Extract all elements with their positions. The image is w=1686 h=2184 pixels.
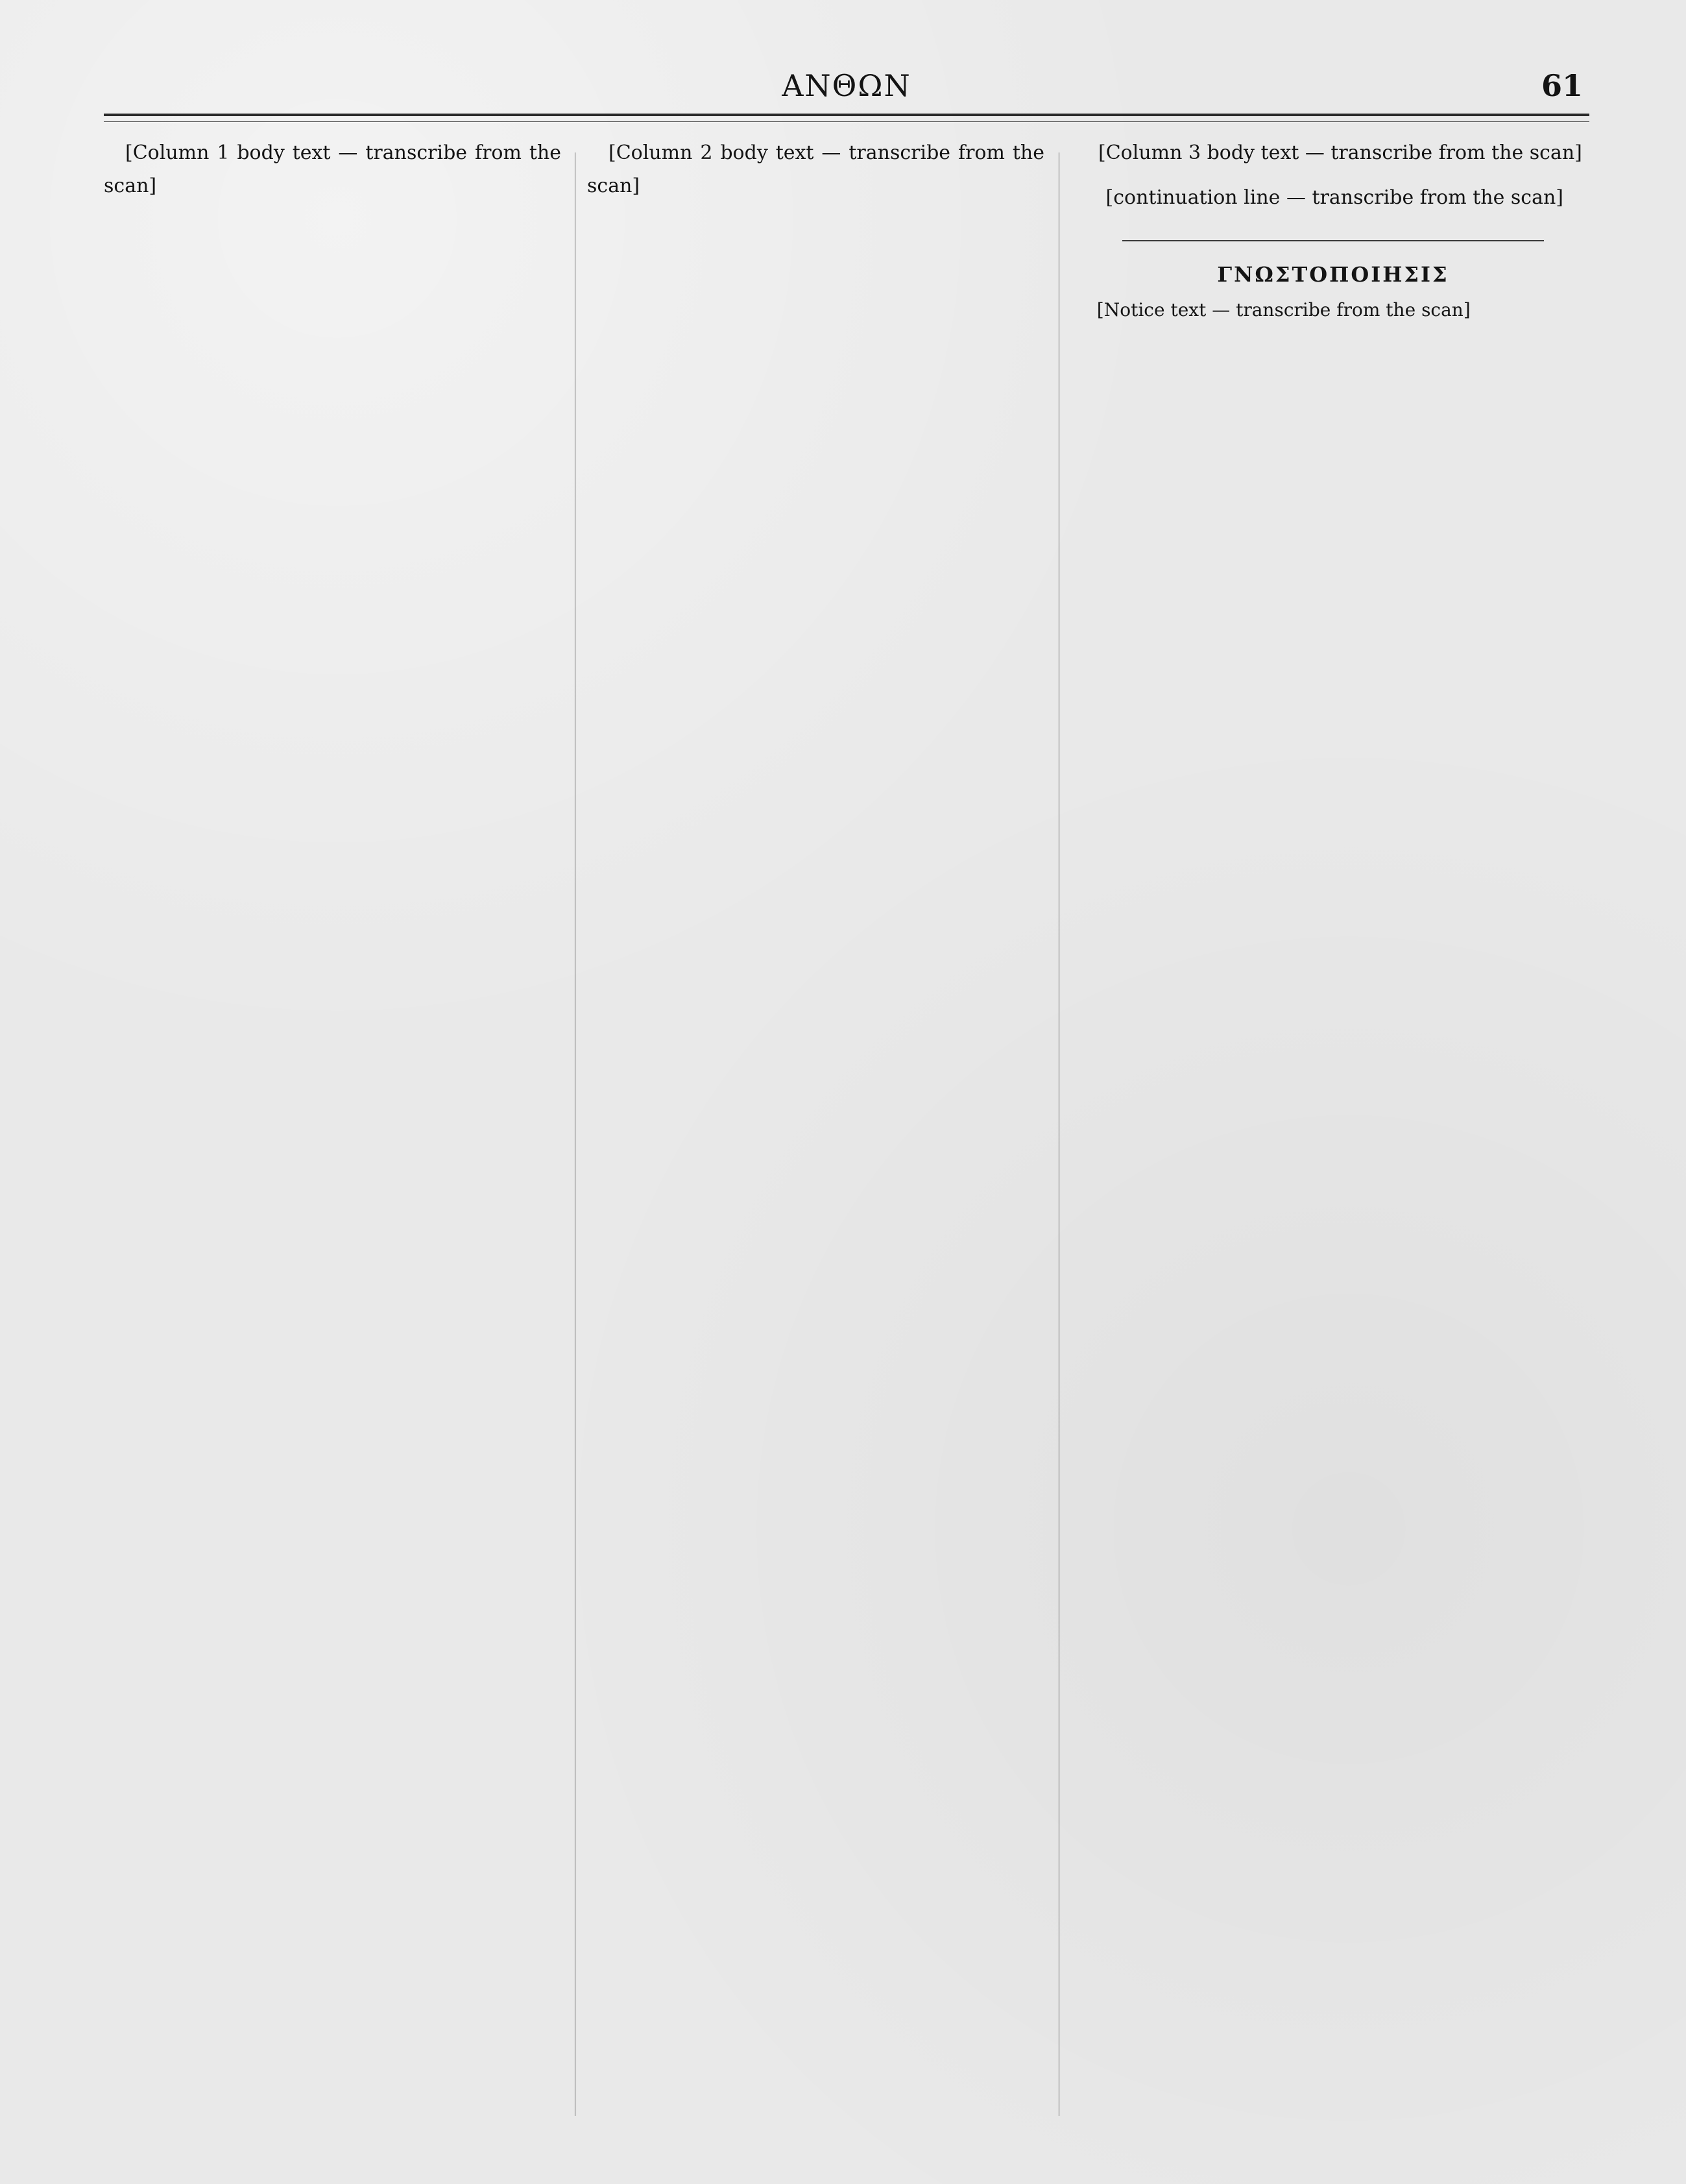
text-column-1 <box>104 136 561 2122</box>
header-rule <box>104 114 1589 116</box>
page-number: 61 <box>1541 68 1583 103</box>
paragraph: [Column 2 body text — transcribe from the scan] <box>587 141 1044 197</box>
notice-text: [Notice text — transcribe from the scan] <box>1096 299 1471 321</box>
continued-note: [continuation line — transcribe from the scan] <box>1105 186 1563 209</box>
header-subrule <box>104 121 1589 122</box>
text-column-2 <box>587 136 1044 2122</box>
masthead-title: ΑΝΘΩΝ <box>782 68 911 103</box>
notice-title: ΓΝΩΣΤΟΠΟΙΗΣΙΣ <box>1217 262 1449 287</box>
notice-separator <box>1122 240 1544 241</box>
paragraph: [Column 3 body text — transcribe from the scan] <box>1098 141 1582 164</box>
page-header <box>104 62 1589 133</box>
paragraph: [Column 1 body text — transcribe from the scan] <box>104 141 561 197</box>
text-column-3 <box>1077 136 1589 2122</box>
